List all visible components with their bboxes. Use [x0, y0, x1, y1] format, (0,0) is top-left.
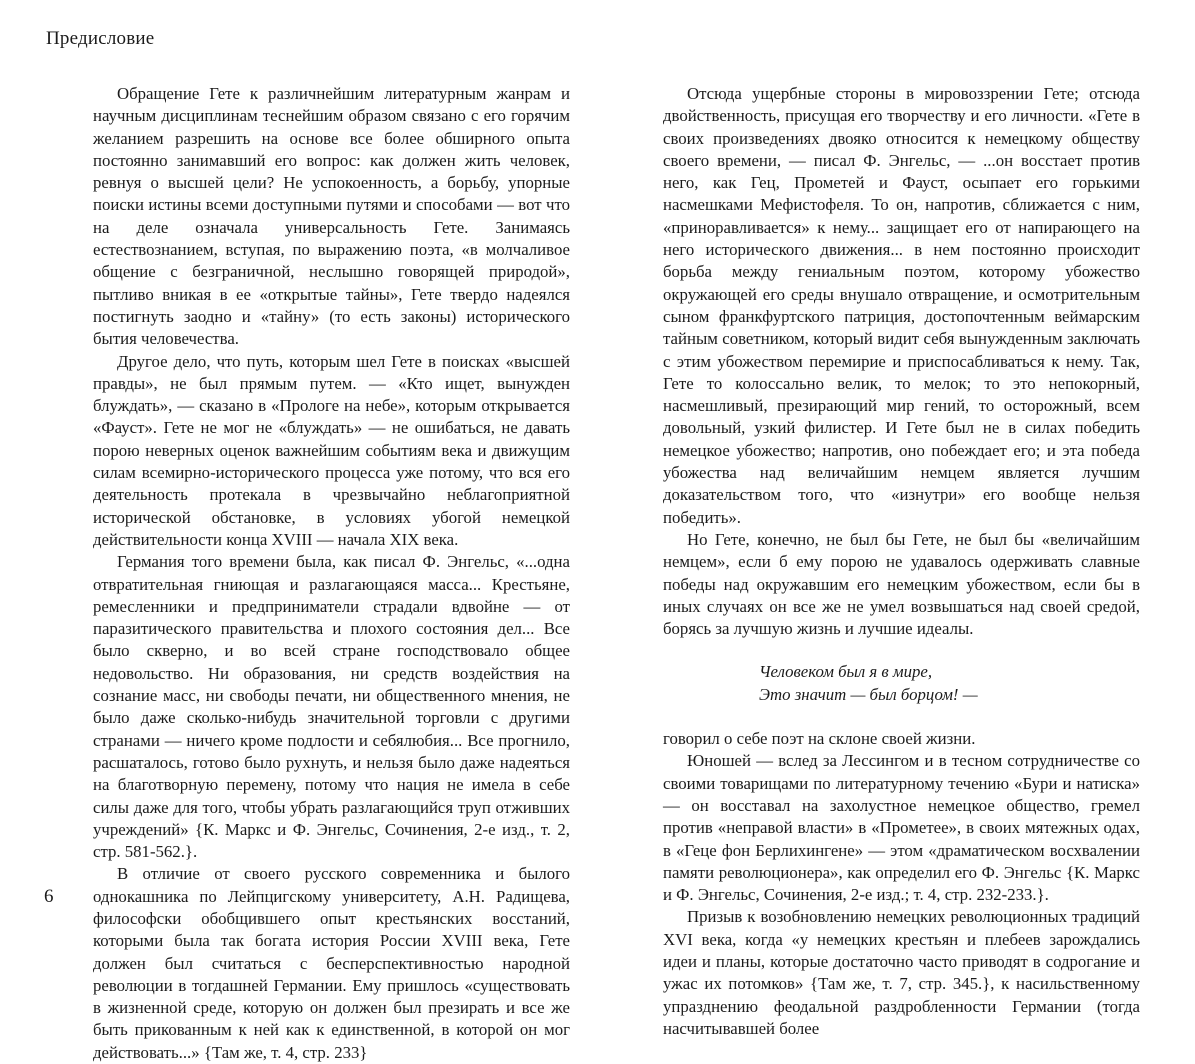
paragraph: Обращение Гете к различнейшим литературным жанрам и научным дисциплинам теснейшим образом связано с его горячим желанием разрешить на основе все более обширного опыта постоянно занимавший его вопрос: как должен жить человек, ревнуя о высшей цели? Не успокоенность, а борьбу, упорные поиски истины всеми доступными путями и способами — вот что на деле означала универсальность Гете. Занимаясь естествознанием, вступая, по выражению поэта, «в молчаливое общение с безграничной, неслышно говорящей природой», пытливо вникая в ее «открытые тайны», Гете твердо надеялся постигнуть заодно и «тайну» (то есть законы) исторического бытия человечества. [93, 84, 570, 349]
paragraph-continuation: говорил о себе поэт на склоне своей жизни. [663, 729, 976, 749]
paragraph: Отсюда ущербные стороны в мировоззрении Гете; отсюда двойственность, присущая его творчеству и его личности. «Гете в своих произведениях двояко относится к немецкому обществу своего времени, — писал Ф. Энгельс, — ...он восстает против него, как Гец, Прометей и Фауст, осыпает его горькими насмешками Мефистофеля. То он, напротив, сближается с ним, «приноравливается» к нему... защищает его от напирающего на него исторического движения... в нем постоянно происходит борьба между гениальным поэтом, которому убожество окружающей его среды внушало отвращение, и осмотрительным сыном франкфуртского патриция, достопочтенным веймарским тайным советником, который видит себя вынужденным заключать с этим убожеством перемирие и приспосабливаться к нему. Так, Гете то колоссально велик, то мелок; то это непокорный, насмешливый, презирающий мир гений, то осторожный, всем довольный, узкий филистер. И Гете был не в силах победить немецкое убожество; напротив, оно побеждает его; и эта победа убожества над величайшим немцем является лучшим доказательством того, что «изнутри» его вообще нельзя победить». [663, 84, 1140, 527]
paragraph: Но Гете, конечно, не был бы Гете, не был бы «величайшим немцем», если б ему порою не удавалось одерживать славные победы над окружавшим его немецким убожеством, если бы в иных случаях он все же не умел возвышаться над своей средой, борясь за лучшую жизнь и лучшие идеалы. [663, 529, 1140, 639]
verse-quote [759, 661, 1140, 706]
verse-line: Это значит — был борцом! — [759, 684, 978, 704]
paragraph: Другое дело, что путь, которым шел Гете в поисках «высшей правды», не был прямым путем. — «Кто ищет, вынужден блуждать», — сказано в «Прологе на небе», которым открывается «Фауст». Гете не мог не «блуждать» — не ошибаться, не давать порою неверных оценок важнейшим событиям века и движущим силам всемирно-исторического процесса уже потому, что вся его деятельность протекала в чрезвычайно неблагоприятной исторической обстановке, в условиях убогой немецкой действительности конца XVIII — начала XIX века. [93, 351, 570, 549]
page-number: 6 [44, 886, 54, 907]
right-column [663, 83, 1140, 1040]
paragraph: Юношей — вслед за Лессингом и в тесном сотрудничестве со своими товарищами по литературному течению «Бури и натиска» — он восставал на захолустное немецкое общество, гремел против «неправой власти» в «Прометее», в своих мятежных одах, в «Геце фон Берлихингене» — этом «драматическом восхвалении памяти революционера», как определил его Ф. Энгельс {К. Маркс и Ф. Энгельс, Сочинения, 2-е изд.; т. 4, стр. 232-233.}. [663, 751, 1140, 905]
running-header: Предисловие [46, 28, 155, 49]
paragraph: Призыв к возобновлению немецких революционных традиций XVI века, когда «у немецких крестьян и плебеев зарождались идеи и планы, которые достаточно часто приводят в содрогание и ужас их потомков» {Там же, т. 7, стр. 345.}, к насильственному упразднению феодальной раздробленности Германии (тогда насчитывавшей более [663, 907, 1140, 1038]
verse-line: Человеком был я в мире, [759, 662, 933, 682]
paragraph: В отличие от своего русского современника и былого однокашника по Лейпцигскому университету, А.Н. Радищева, философски обобщившего опыт крестьянских восстаний, которыми была так богата история России XVIII века, Гете должен был считаться с бесперспективностью народной революции в тогдашней Германии. Ему пришлось «существовать в жизненной среде, которую он должен был презирать и все же быть прикованным к ней как к единственной, в которой он мог действовать...» {Там же, т. 4, стр. 233} [93, 864, 570, 1062]
paragraph: Германия того времени была, как писал Ф. Энгельс, «...одна отвратительная гниющая и разлагающаяся масса... Крестьяне, ремесленники и предприниматели страдали вдвойне — от паразитического правительства и плохого состояния дел... Все было скверно, и во всей стране господствовало общее недовольство. Ни образования, ни средств воздействия на сознание масс, ни свободы печати, ни общественного мнения, не было даже сколько-нибудь значительной торговли с другими странами — ничего кроме подлости и себялюбия... Все прогнило, расшаталось, готово было рухнуть, и нельзя было даже надеяться на благотворную перемену, потому что нация не имела в себе силы даже для того, чтобы убрать разлагающийся труп отживших учреждений» {К. Маркс и Ф. Энгельс, Сочинения, 2-е изд., т. 2, стр. 581-562.}. [93, 552, 570, 862]
left-column [93, 83, 570, 1064]
